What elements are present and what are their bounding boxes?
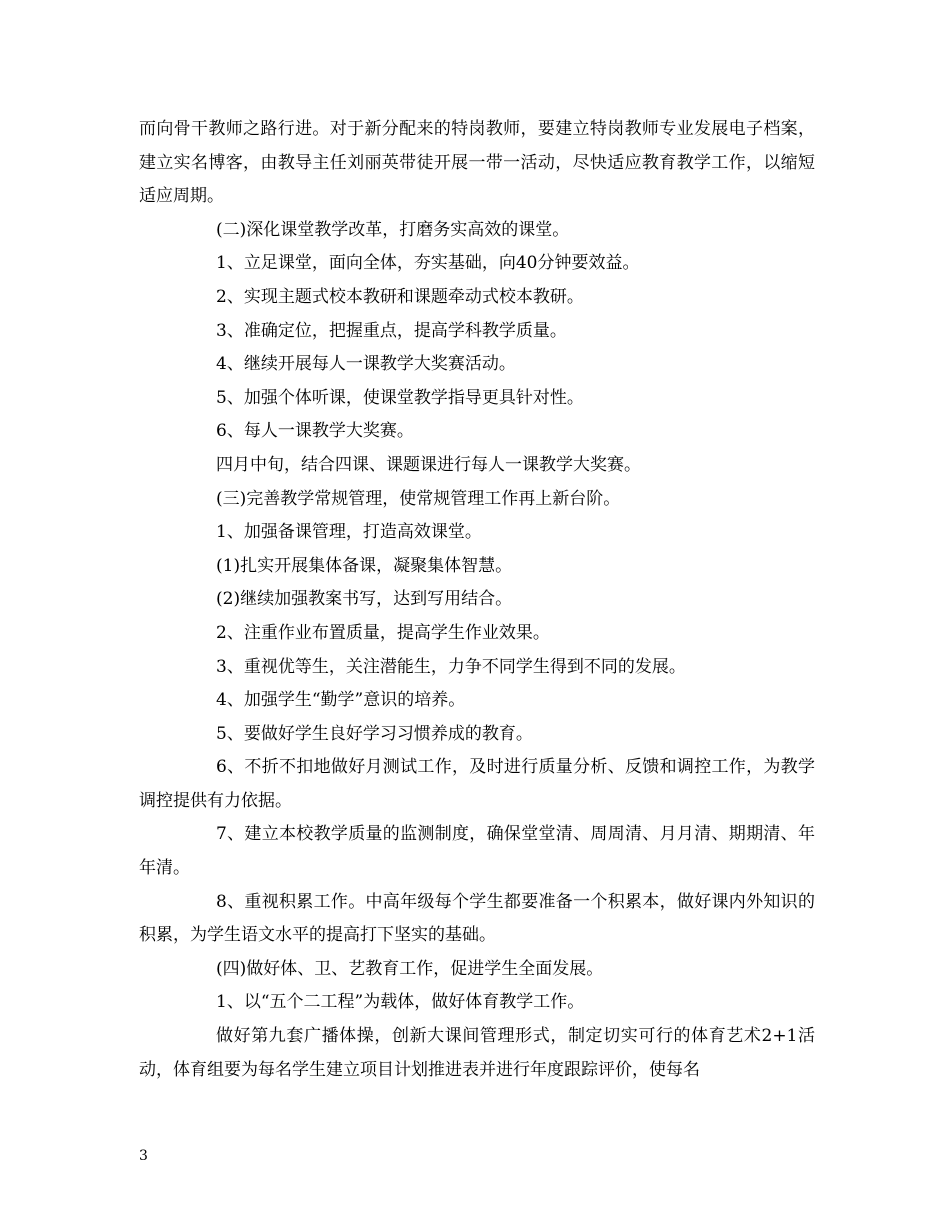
- paragraph: 5、要做好学生良好学习习惯养成的教育。: [216, 723, 533, 744]
- paragraph: 4、继续开展每人一课教学大奖赛活动。: [216, 354, 516, 375]
- paragraph: 做好第九套广播体操，创新大课间管理形式，制定切实可行的体育艺术2+1活动，体育组要为每名学生建立项目计划推进表并进行年度跟踪评价，使每名: [139, 1026, 815, 1080]
- paragraph: (1)扎实开展集体备课，凝聚集体智慧。: [216, 555, 513, 576]
- paragraph: 1、立足课堂，面向全体，夯实基础，向40分钟要效益。: [216, 253, 640, 274]
- paragraph: (二)深化课堂教学改革，打磨务实高效的课堂。: [216, 219, 570, 240]
- paragraph: 2、实现主题式校本教研和课题牵动式校本教研。: [216, 286, 584, 307]
- paragraph: 6、每人一课教学大奖赛。: [216, 421, 414, 442]
- paragraph: 3、重视优等生，关注潜能生，力争不同学生得到不同的发展。: [216, 656, 686, 677]
- page-number: 3: [139, 1148, 148, 1164]
- paragraph: 四月中旬，结合四课、课题课进行每人一课教学大奖赛。: [216, 454, 641, 475]
- paragraph: 8、重视积累工作。中高年级每个学生都要准备一个积累本，做好课内外知识的积累，为学生语文水平的提高打下坚实的基础。: [139, 891, 815, 946]
- paragraph: 而向骨干教师之路行进。对于新分配来的特岗教师，要建立特岗教师专业发展电子档案，建立实名博客，由教导主任刘丽英带徒开展一带一活动，尽快适应教育教学工作，以缩短适应周期。: [139, 119, 815, 207]
- paragraph: (2)继续加强教案书写，达到写用结合。: [216, 589, 513, 610]
- paragraph: 4、加强学生“勤学”意识的培养。: [216, 690, 466, 711]
- paragraph: 6、不折不扣地做好月测试工作，及时进行质量分析、反馈和调控工作，为教学调控提供有力依据。: [139, 757, 815, 811]
- paragraph: 3、准确定位，把握重点，提高学科教学质量。: [216, 320, 567, 341]
- paragraph: 5、加强个体听课，使课堂教学指导更具针对性。: [216, 387, 584, 408]
- paragraph: 1、加强备课管理，打造高效课堂。: [216, 522, 482, 543]
- paragraph: 7、建立本校教学质量的监测制度，确保堂堂清、周周清、月月清、期期清、年年清。: [139, 824, 815, 879]
- paragraph: 1、以“五个二工程”为载体，做好体育教学工作。: [216, 992, 585, 1013]
- document-body: [139, 113, 815, 1087]
- section-heading: (三)完善教学常规管理，使常规管理工作再上新台阶。: [216, 488, 621, 509]
- section-heading: (四)做好体、卫、艺教育工作，促进学生全面发展。: [216, 958, 604, 979]
- paragraph: 2、注重作业布置质量，提高学生作业效果。: [216, 622, 550, 643]
